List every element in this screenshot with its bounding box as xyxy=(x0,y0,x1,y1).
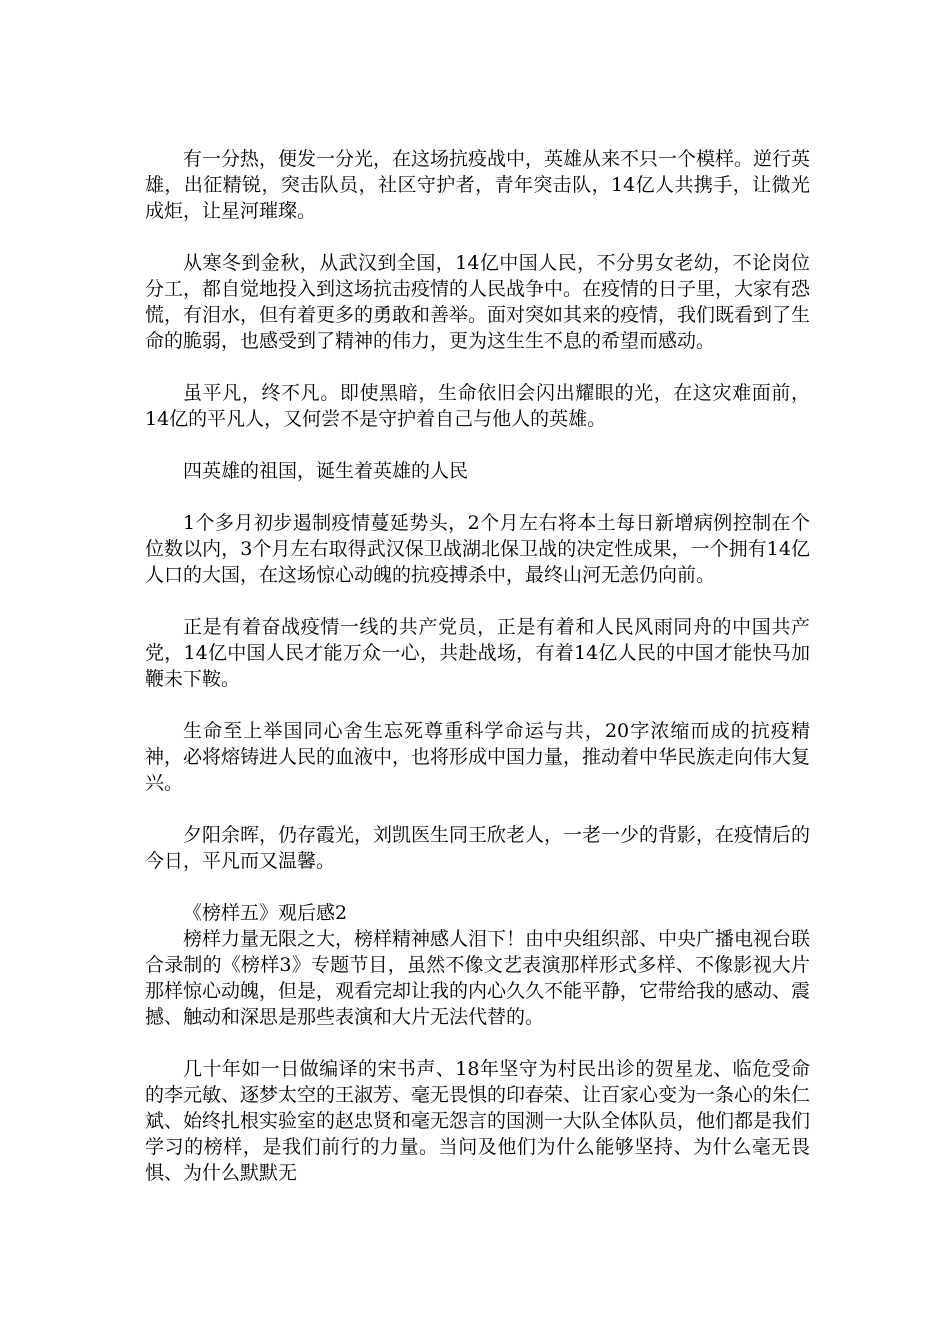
paragraph-2: 从寒冬到金秋，从武汉到全国，14亿中国人民，不分男女老幼，不论岗位分工，都自觉地投入到这场抗击疫情的人民战争中。在疫情的日子里，大家有恐慌，有泪水，但有着更多的勇敢和善举。面对突如其来的疫情，我们既看到了生命的脆弱，也感受到了精神的伟力，更为这生生不息的希望而感动。 xyxy=(145,252,811,352)
paragraph-4: 1个多月初步遏制疫情蔓延势头，2个月左右将本土每日新增病例控制在个位数以内，3个月左右取得武汉保卫战湖北保卫战的决定性成果，一个拥有14亿人口的大国，在这场惊心动魄的抗疫搏杀中，最终山河无恙仍向前。 xyxy=(145,512,810,586)
document-body xyxy=(145,146,810,1186)
paragraph-1: 有一分热，便发一分光，在这场抗疫战中，英雄从来不只一个模样。逆行英雄，出征精锐，突击队员，社区守护者，青年突击队，14亿人共携手，让微光成炬，让星河璀璨。 xyxy=(145,148,811,222)
paragraph-3: 虽平凡，终不凡。即使黑暗，生命依旧会闪出耀眼的光，在这灾难面前，14亿的平凡人，又何尝不是守护着自己与他人的英雄。 xyxy=(145,382,810,430)
paragraph-7: 夕阳余晖，仍存霞光，刘凯医生同王欣老人，一老一少的背影，在疫情后的今日，平凡而又温馨。 xyxy=(145,824,811,872)
paragraph-8: 榜样力量无限之大，榜样精神感人泪下！由中央组织部、中央广播电视台联合录制的《榜样3》专题节目，虽然不像文艺表演那样形式多样、不像影视大片那样惊心动魄，但是，观看完却让我的内心久久不能平静，它带给我的感动、震撼、触动和深思是那些表演和大片无法代替的。 xyxy=(145,928,811,1028)
paragraph-5: 正是有着奋战疫情一线的共产党员，正是有着和人民风雨同舟的中国共产党，14亿中国人民才能万众一心，共赴战场，有着14亿人民的中国才能快马加鞭未下鞍。 xyxy=(145,616,810,690)
article-title: 《榜样五》观后感2 xyxy=(183,902,348,924)
paragraph-9: 几十年如一日做编译的宋书声、18年坚守为村民出诊的贺星龙、临危受命的李元敏、逐梦太空的王淑芳、毫无畏惧的印春荣、让百家心变为一条心的朱仁斌、始终扎根实验室的赵忠贤和毫无怨言的国测一大队全体队员，他们都是我们学习的榜样，是我们前行的力量。当问及他们为什么能够坚持、为什么毫无畏惧、为什么默默无 xyxy=(145,1058,811,1184)
paragraph-6: 生命至上举国同心舍生忘死尊重科学命运与共，20字浓缩而成的抗疫精神，必将熔铸进人民的血液中，也将形成中国力量，推动着中华民族走向伟大复兴。 xyxy=(145,720,811,794)
section-heading: 四英雄的祖国，诞生着英雄的人民 xyxy=(183,460,469,482)
